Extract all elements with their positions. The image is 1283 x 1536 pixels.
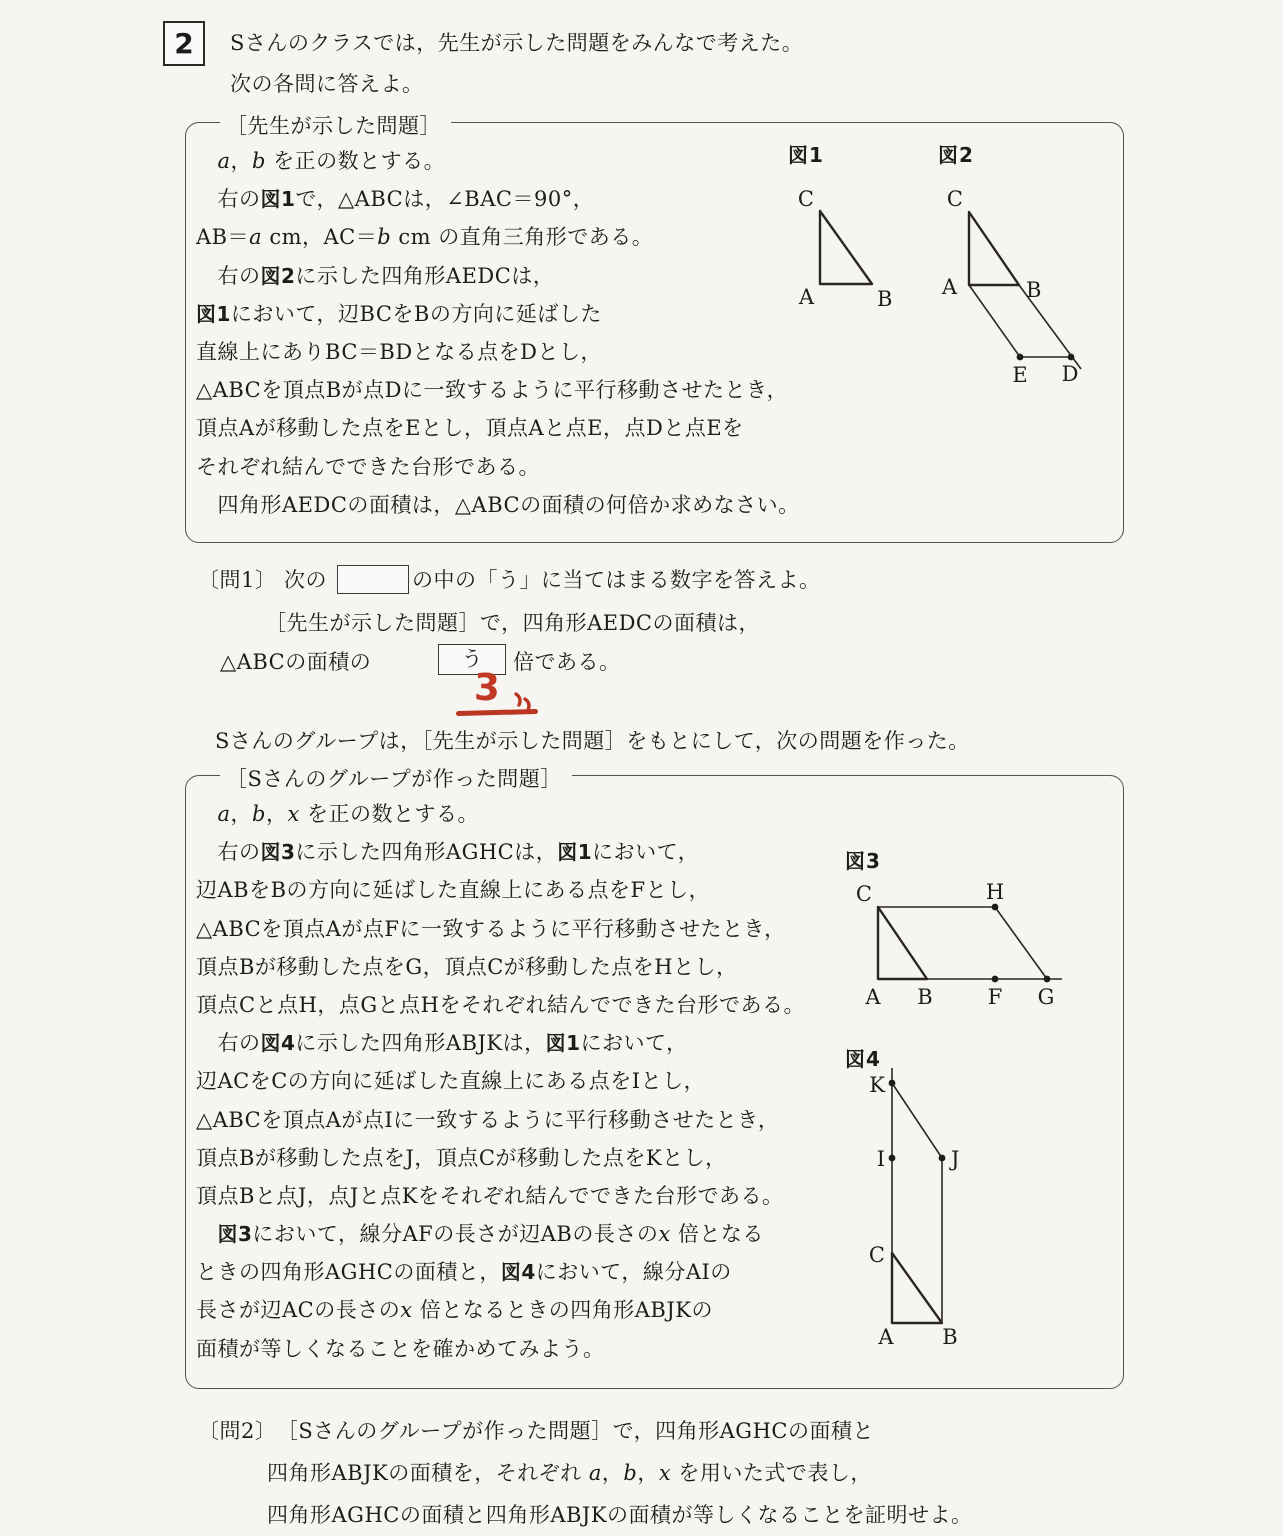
point-label-i: I [876, 1147, 885, 1171]
point-label-a: A [941, 275, 957, 299]
answer-blank-box [337, 565, 409, 594]
text-line: 四角形AEDCの面積は，△ABCの面積の何倍か求めなさい。 [196, 492, 800, 517]
figure1-title: 図1 [788, 143, 824, 167]
figure2-title: 図2 [938, 143, 974, 167]
point-label-d: D [1061, 362, 1079, 386]
figure3-diagram [838, 878, 1094, 1018]
figure4-diagram [853, 1058, 1003, 1353]
text-line: 頂点Bが移動した点をG，頂点Cが移動した点をHとし， [196, 954, 738, 979]
point-dot-k [889, 1080, 896, 1087]
point-dot-i [889, 1155, 896, 1162]
teacher-problem-text [196, 145, 800, 527]
figure4-title: 図4 [845, 1047, 881, 1071]
triangle-abc [878, 907, 927, 979]
intro-line-1: Sさんのクラスでは，先生が示した問題をみんなで考えた。 [230, 31, 804, 55]
point-label-b: B [877, 287, 893, 311]
q2-line-2: 四角形ABJKの面積を，それぞれ a，b，x を用いた式で表し， [267, 1461, 872, 1485]
point-label-c: C [855, 882, 872, 906]
text-line: AB＝a cm，AC＝b cm の直角三角形である。 [196, 225, 654, 250]
text-line: 図3において，線分AFの長さが辺ABの長さのx 倍となる [217, 1222, 764, 1247]
point-label-j: J [951, 1147, 960, 1171]
point-label-c: C [868, 1243, 885, 1267]
group-problem-box-label: ［Sさんのグループが作った問題］ [220, 763, 572, 793]
point-dot-j [939, 1155, 946, 1162]
segment-hg [995, 907, 1047, 979]
problem-number-box [163, 21, 205, 66]
text-line: △ABCを頂点Bが点Dに一致するように平行移動させたとき， [196, 378, 789, 403]
point-label-c: C [946, 187, 963, 211]
point-label-b: B [942, 1325, 958, 1349]
point-label-k: K [869, 1073, 885, 1097]
text-line: 図1において，辺BCをBの方向に延ばした [196, 301, 602, 326]
point-label-b: B [917, 985, 933, 1009]
point-label-h: H [985, 880, 1005, 904]
text-line: a，b を正の数とする。 [217, 149, 446, 173]
point-dot-h [992, 904, 999, 911]
teacher-problem-box-label: ［先生が示した問題］ [220, 110, 451, 140]
q1-line-2: ［先生が示した問題］で，四角形AEDCの面積は， [265, 611, 760, 635]
answer-box-u-label: う [461, 647, 483, 671]
segment-ae [969, 285, 1020, 357]
text-line: 長さが辺ACの長さのx 倍となるときの四角形ABJKの [196, 1298, 713, 1323]
point-label-b: B [1026, 278, 1042, 302]
text-line: ときの四角形AGHCの面積と，図4において，線分AIの [196, 1260, 732, 1285]
problem-number: 2 [174, 27, 194, 60]
text-line: 右の図4に示した四角形ABJKは，図1において， [196, 1031, 688, 1056]
point-label-a: A [798, 285, 814, 309]
figure2-diagram [928, 135, 1098, 400]
triangle-abc [892, 1253, 942, 1323]
text-line: 右の図3に示した四角形AGHCは，図1において， [196, 840, 700, 865]
text-line: 右の図2に示した四角形AEDCは， [196, 263, 555, 288]
q1-text-post: の中の「う」に当てはまる数字を答えよ。 [412, 568, 821, 592]
text-line: a，b，x を正の数とする。 [217, 802, 480, 826]
text-line: 面積が等しくなることを確かめてみよう。 [196, 1336, 605, 1361]
point-label-g: G [1037, 985, 1055, 1009]
text-line: 直線上にありBC＝BDとなる点をDとし， [196, 339, 602, 364]
text-line: 辺ACをCの方向に延ばした直線上にある点をIとし， [196, 1069, 706, 1094]
text-line: 頂点Cと点H，点Gと点Hをそれぞれ結んでできた台形である。 [196, 992, 805, 1017]
text-line: 右の図1で，△ABCは，∠BAC＝90°， [196, 187, 595, 212]
point-label-e: E [1012, 363, 1028, 387]
point-label-a: A [878, 1325, 894, 1349]
point-dot-g [1044, 976, 1051, 983]
intro-line-2: 次の各問に答えよ。 [230, 72, 424, 96]
text-line: 頂点Bが移動した点をJ，頂点Cが移動した点をKとし， [196, 1145, 727, 1170]
figure1-diagram [775, 135, 910, 315]
point-dot-f [992, 976, 999, 983]
point-label-a: A [865, 985, 881, 1009]
q1-line-3-pre: △ABCの面積の [220, 650, 372, 674]
text-line: 頂点Aが移動した点をEとし，頂点Aと点E，点Dと点Eを [196, 416, 744, 441]
triangle-abc [820, 211, 872, 284]
q1-text-pre: 次の [284, 568, 327, 592]
q2-line-3: 四角形AGHCの面積と四角形ABJKの面積が等しくなることを証明せよ。 [267, 1503, 973, 1527]
q1-tag: 〔問1〕 [198, 568, 277, 592]
point-label-c: C [797, 187, 814, 211]
text-line: 辺ABをBの方向に延ばした直線上にある点をFとし， [196, 878, 711, 903]
q1-line-3-post: 倍である。 [513, 650, 621, 674]
text-line: △ABCを頂点Aが点Iに一致するように平行移動させたとき， [196, 1107, 780, 1132]
group-problem-text [196, 798, 805, 1371]
triangle-abc [969, 212, 1019, 285]
point-dot-e [1017, 354, 1024, 361]
point-dot-d [1068, 354, 1075, 361]
figure3-title: 図3 [845, 849, 881, 873]
handwritten-answer: 3 [473, 665, 501, 710]
segment-kj [892, 1083, 942, 1158]
point-label-f: F [987, 985, 1003, 1009]
text-line: 頂点Bと点J，点Jと点Kをそれぞれ結んでできた台形である。 [196, 1183, 784, 1208]
text-line: それぞれ結んでできた台形である。 [196, 454, 540, 479]
text-line: △ABCを頂点Aが点Fに一致するように平行移動させたとき， [196, 916, 786, 941]
q2-line-1: 〔問2〕 ［Sさんのグループが作った問題］で，四角形AGHCの面積と [198, 1419, 874, 1443]
mark-stroke-1 [516, 694, 520, 705]
interlude-line: Sさんのグループは，［先生が示した問題］をもとにして，次の問題を作った。 [215, 729, 970, 753]
